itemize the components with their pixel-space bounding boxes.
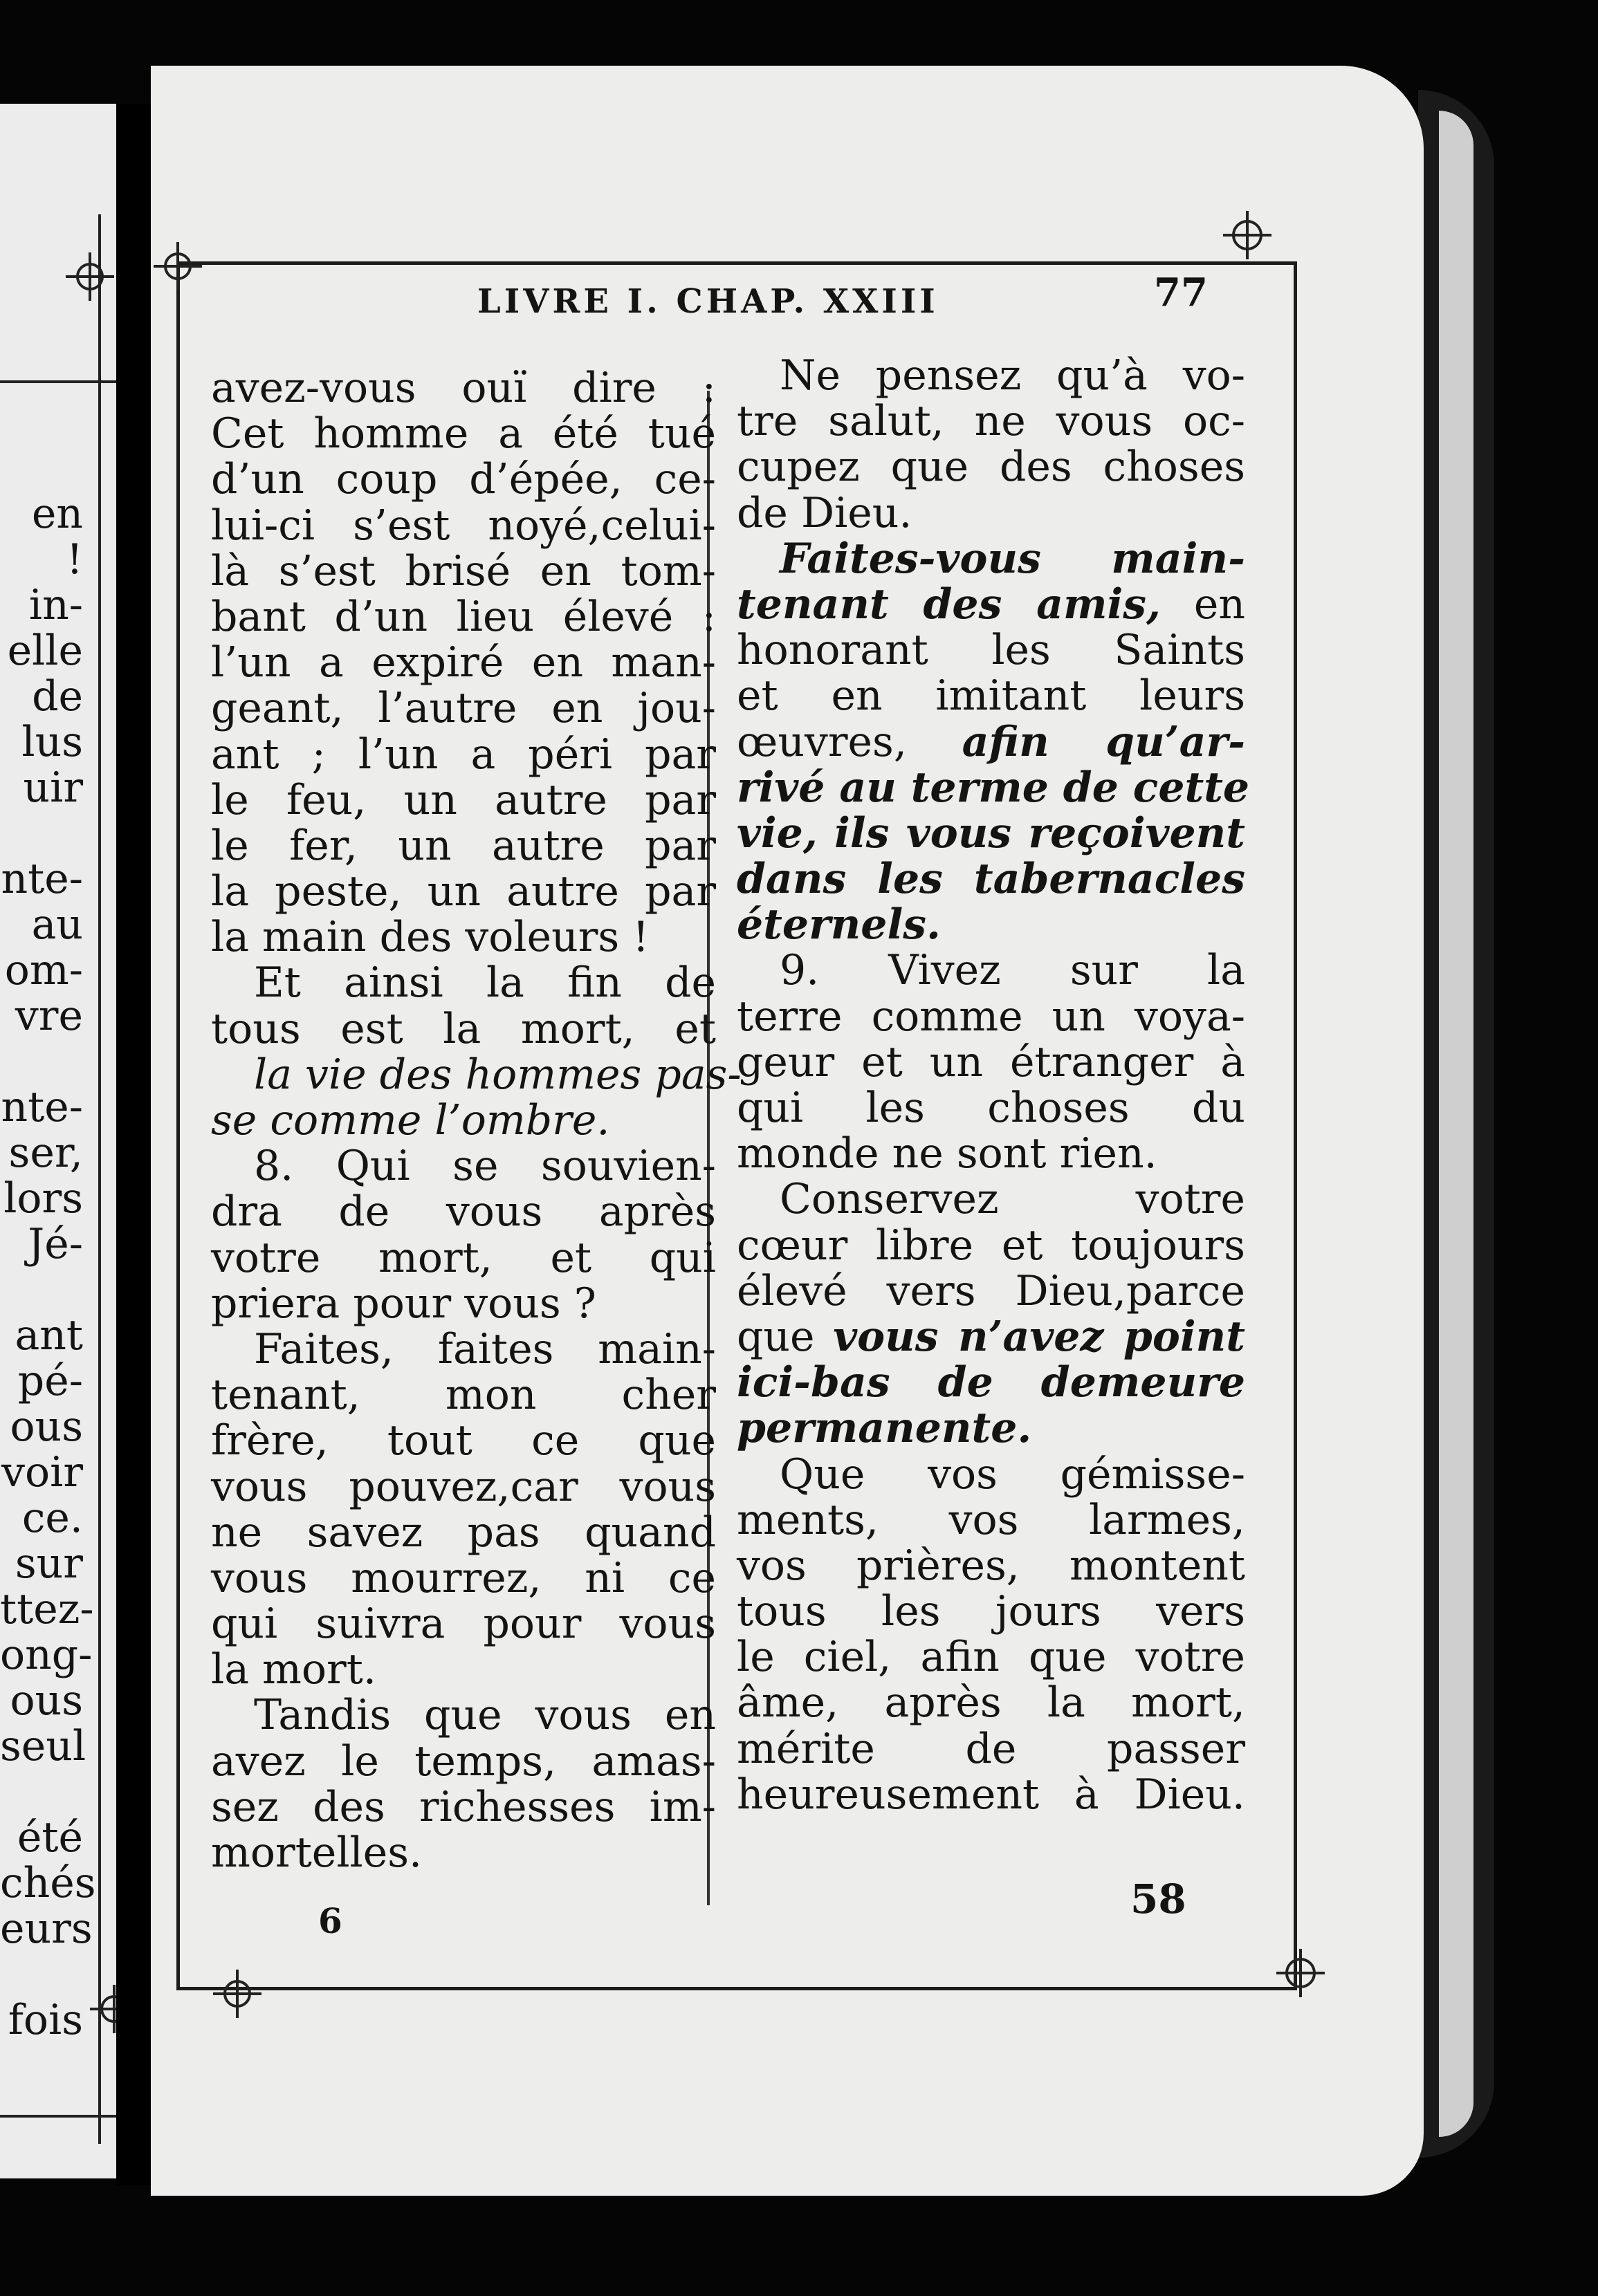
text-line: bant d’un lieu élevé : bbox=[211, 592, 716, 641]
text-line: Faites, faites main- bbox=[254, 1324, 716, 1373]
previous-page-line: ong- bbox=[0, 1631, 93, 1679]
previous-page-line: été bbox=[17, 1813, 83, 1862]
text-line: dans les tabernacles bbox=[737, 855, 1245, 904]
previous-page-line: chés bbox=[0, 1859, 96, 1907]
right-text-column bbox=[737, 351, 1250, 1819]
text-line: la main des voleurs ! bbox=[211, 913, 650, 962]
previous-page-line: sur bbox=[15, 1539, 83, 1588]
text-line: Cet homme a été tué bbox=[211, 409, 716, 459]
text-line: tenant, mon cher bbox=[211, 1371, 716, 1420]
text-line: votre mort, et qui bbox=[211, 1233, 716, 1282]
text-line: la peste, un autre par bbox=[211, 867, 716, 916]
text-line: 9. Vivez sur la bbox=[780, 946, 1245, 995]
text-line: Conservez votre bbox=[780, 1175, 1245, 1224]
text-line: avez-vous ouï dire : bbox=[211, 364, 716, 412]
previous-page-line: ce. bbox=[21, 1494, 83, 1542]
text-line: élevé vers Dieu,parce bbox=[737, 1266, 1245, 1315]
text-line: se comme l’ombre. bbox=[211, 1096, 610, 1145]
previous-page-line: voir bbox=[1, 1448, 83, 1497]
text-line: l’un a expiré en man- bbox=[211, 638, 716, 687]
text-line: le ciel, afin que votre bbox=[737, 1633, 1245, 1682]
cross-ornament-icon bbox=[66, 252, 114, 301]
text-line: tenant des amis, en bbox=[737, 580, 1245, 629]
previous-page-line: ser, bbox=[8, 1129, 83, 1177]
text-line: dra de vous après bbox=[211, 1187, 716, 1237]
text-line: Ne pensez qu’à vo- bbox=[780, 351, 1245, 400]
previous-page-line: au bbox=[31, 900, 83, 949]
text-line: vie, ils vous reçoivent bbox=[737, 808, 1245, 858]
previous-page-frame-rule bbox=[98, 214, 101, 2144]
previous-page-line: ous bbox=[10, 1676, 83, 1725]
signature-mark-right: 58 bbox=[1130, 1876, 1186, 1923]
text-line: mérite de passer bbox=[737, 1724, 1245, 1773]
text-line: vos prières, montent bbox=[737, 1541, 1245, 1590]
previous-page-line bbox=[0, 1769, 83, 1815]
previous-page-line: pé- bbox=[17, 1357, 83, 1405]
text-line: priera pour vous ? bbox=[211, 1279, 596, 1328]
page-edge-inner bbox=[1439, 111, 1473, 2137]
running-header: LIVRE I. CHAP. XXIII bbox=[477, 282, 939, 321]
text-line: heureusement à Dieu. bbox=[737, 1770, 1245, 1819]
text-line: 8. Qui se souvien- bbox=[254, 1142, 716, 1191]
text-line: ne savez pas quand bbox=[211, 1508, 716, 1557]
text-line: ments, vos larmes, bbox=[737, 1495, 1245, 1544]
text-line: Faites-vous main- bbox=[780, 534, 1245, 583]
text-line: terre comme un voya- bbox=[737, 992, 1245, 1041]
text-line: monde ne sont rien. bbox=[737, 1129, 1157, 1178]
text-line: tre salut, ne vous oc- bbox=[737, 397, 1245, 446]
previous-page-line: in- bbox=[28, 581, 83, 629]
text-line: frère, tout ce que bbox=[211, 1416, 716, 1465]
text-line: qui les choses du bbox=[737, 1084, 1245, 1132]
text-line: geur et un étranger à bbox=[737, 1037, 1245, 1086]
signature-mark-left: 6 bbox=[318, 1900, 342, 1941]
text-line: Et ainsi la fin de bbox=[254, 959, 716, 1008]
previous-page-line: fois bbox=[8, 1996, 83, 2044]
text-line: d’un coup d’épée, ce- bbox=[211, 455, 716, 504]
text-line: tous les jours vers bbox=[737, 1587, 1245, 1636]
text-line: rivé au terme de cette bbox=[737, 763, 1250, 812]
previous-page-line bbox=[0, 1039, 83, 1084]
previous-page-line bbox=[0, 811, 83, 856]
cross-ornament-icon bbox=[213, 1970, 261, 2018]
previous-page-top-rule bbox=[0, 380, 131, 383]
text-line: cœur libre et toujours bbox=[737, 1221, 1245, 1270]
text-line: ant ; l’un a péri par bbox=[211, 730, 716, 779]
text-line: cupez que des choses bbox=[737, 443, 1245, 492]
text-line: tous est la mort, et bbox=[211, 1004, 716, 1053]
cross-ornament-icon bbox=[154, 242, 202, 290]
text-line: le feu, un autre par bbox=[211, 775, 716, 824]
previous-page-line: ! bbox=[66, 535, 83, 584]
left-text-column bbox=[211, 364, 742, 1877]
text-line: éternels. bbox=[737, 900, 941, 950]
text-line: ici-bas de demeure bbox=[737, 1358, 1245, 1407]
text-line: avez le temps, amas- bbox=[211, 1737, 716, 1786]
text-line: lui-ci s’est noyé,celui- bbox=[211, 501, 716, 550]
previous-page-line: lus bbox=[21, 718, 83, 766]
previous-page-line: vre bbox=[15, 992, 83, 1040]
previous-page-line: nte- bbox=[1, 1083, 83, 1131]
previous-page-line: nte- bbox=[1, 855, 83, 903]
text-line: de Dieu. bbox=[737, 488, 912, 537]
previous-page-line: ant bbox=[15, 1311, 83, 1360]
page-number: 77 bbox=[1154, 270, 1208, 315]
text-line: honorant les Saints bbox=[737, 626, 1245, 675]
previous-page-line: elle bbox=[7, 627, 83, 675]
text-line: mortelles. bbox=[211, 1829, 423, 1877]
previous-page-line bbox=[0, 1267, 83, 1313]
previous-page-line: ttez- bbox=[0, 1585, 94, 1633]
text-line: âme, après la mort, bbox=[737, 1678, 1245, 1728]
text-line: vous mourrez, ni ce bbox=[211, 1553, 716, 1602]
text-line: que vous n’avez point bbox=[737, 1312, 1245, 1361]
text-line: permanente. bbox=[737, 1404, 1032, 1453]
previous-page-line: seul bbox=[0, 1722, 86, 1770]
previous-page-line: en bbox=[31, 490, 83, 538]
previous-page-line: om- bbox=[4, 946, 83, 994]
previous-page-text bbox=[0, 490, 96, 2044]
text-line: là s’est brisé en tom- bbox=[211, 546, 716, 595]
text-line: la vie des hommes pas- bbox=[254, 1050, 742, 1099]
previous-page-line: ous bbox=[10, 1402, 83, 1451]
text-line: vous pouvez,car vous bbox=[211, 1462, 716, 1511]
previous-page-line: Jé- bbox=[28, 1220, 83, 1268]
book-spine bbox=[116, 104, 151, 2185]
previous-page-line: de bbox=[32, 672, 83, 721]
previous-page-line: uir bbox=[23, 763, 83, 812]
text-line: le fer, un autre par bbox=[211, 821, 716, 870]
text-line: la mort. bbox=[211, 1645, 376, 1694]
previous-page-bottom-rule bbox=[0, 2115, 131, 2118]
text-line: Tandis que vous en bbox=[254, 1691, 716, 1740]
previous-page-line: eurs bbox=[0, 1905, 93, 1953]
previous-page-line bbox=[0, 1952, 83, 1997]
text-line: geant, l’autre en jou- bbox=[211, 684, 716, 733]
cross-ornament-icon bbox=[1223, 211, 1271, 259]
text-line: Que vos gémisse- bbox=[780, 1450, 1245, 1499]
text-line: et en imitant leurs bbox=[737, 672, 1245, 721]
text-line: œuvres, afin qu’ar- bbox=[737, 717, 1245, 766]
cross-ornament-icon bbox=[1276, 1949, 1325, 1997]
previous-page-line: lors bbox=[3, 1174, 83, 1223]
text-line: qui suivra pour vous bbox=[211, 1600, 716, 1649]
text-line: sez des richesses im- bbox=[211, 1782, 716, 1831]
